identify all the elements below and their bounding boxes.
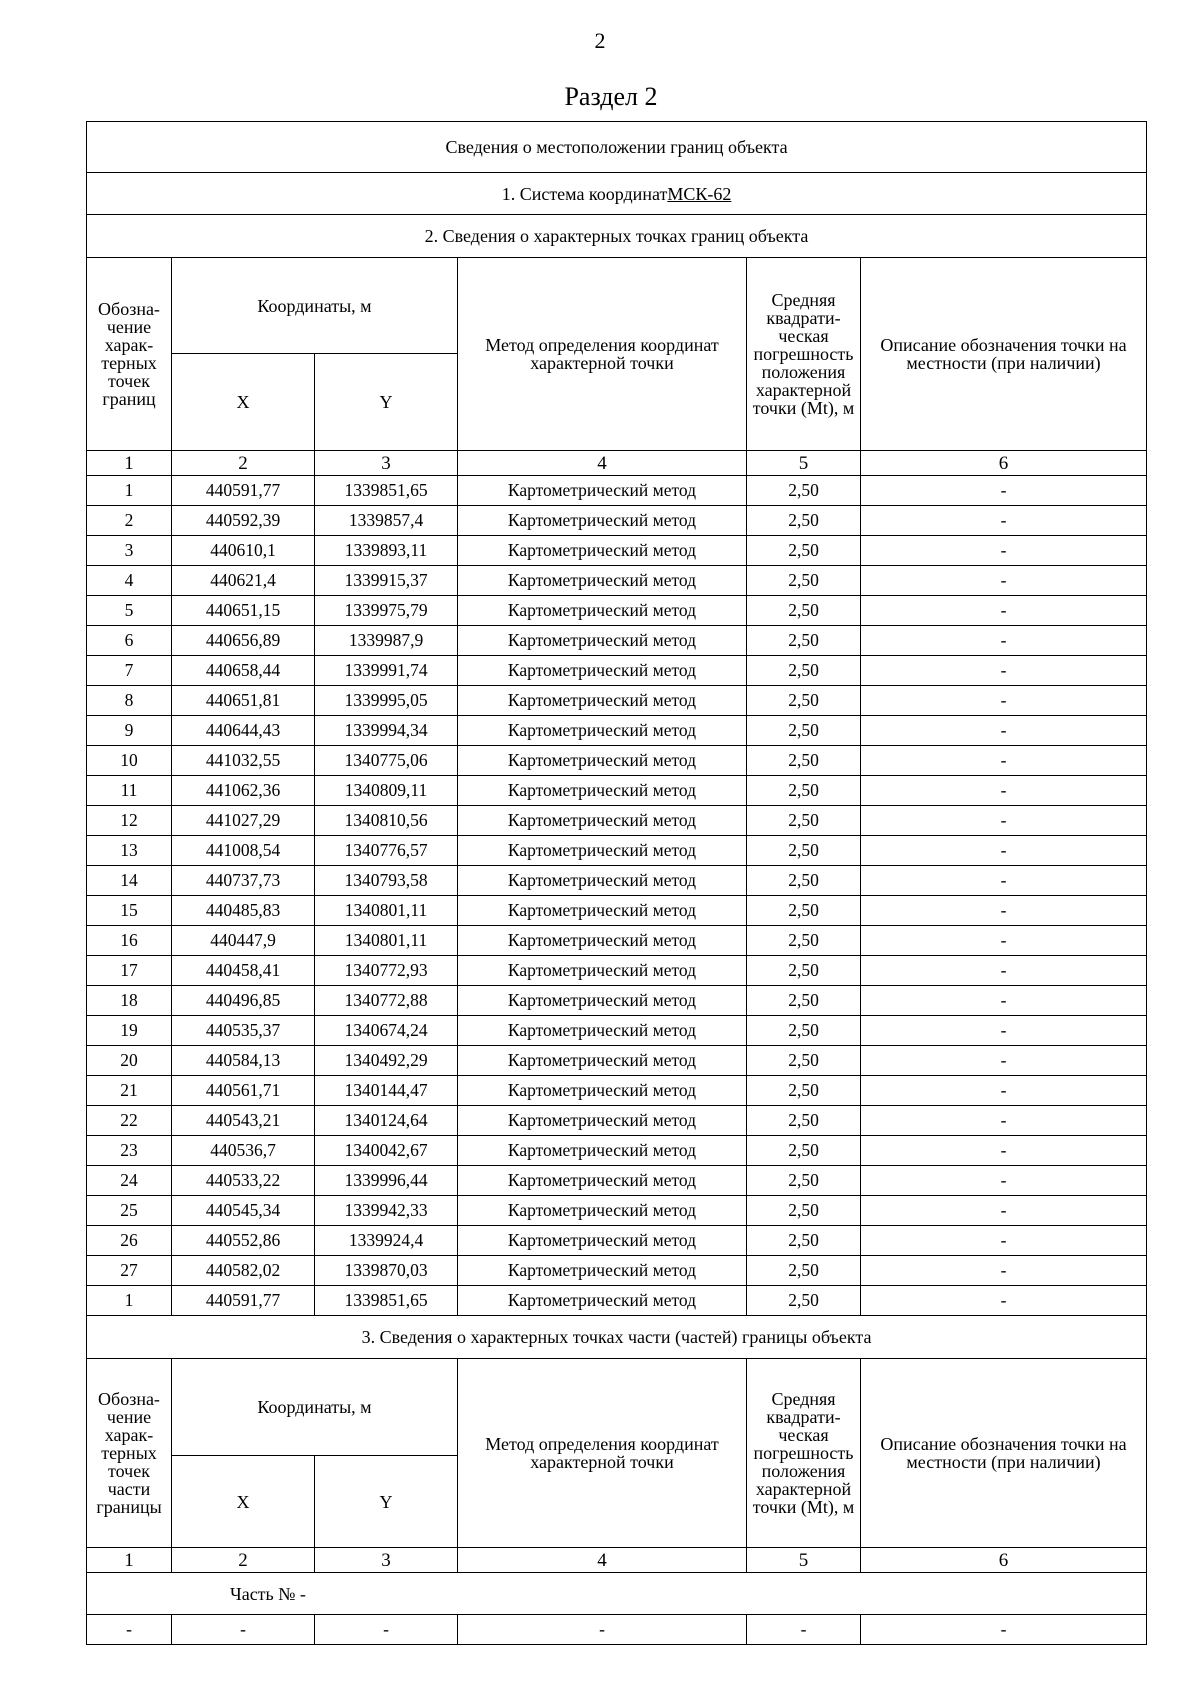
error-value: 2,50 (747, 926, 861, 956)
x-value: 440447,9 (172, 926, 315, 956)
col-number: 2 (172, 451, 315, 476)
method-value: Картометрический метод (458, 896, 747, 926)
error-value: 2,50 (747, 1076, 861, 1106)
col-number: 4 (458, 451, 747, 476)
table-row (87, 1256, 1147, 1286)
y-value: - (315, 1615, 458, 1645)
table-row (87, 866, 1147, 896)
x-value: 440651,81 (172, 686, 315, 716)
error-header: Средняя квадрати-ческая погрешность положения характерной точки (Mt), м (747, 258, 861, 451)
y-value: 1340810,56 (315, 806, 458, 836)
description-value: - (861, 896, 1147, 926)
description-value: - (861, 656, 1147, 686)
method-value: Картометрический метод (458, 806, 747, 836)
description-value: - (861, 1076, 1147, 1106)
method-value: Картометрический метод (458, 1106, 747, 1136)
point-id: 11 (87, 776, 172, 806)
col-number: 1 (87, 1548, 172, 1573)
y-value: 1340144,47 (315, 1076, 458, 1106)
y-value: 1339924,4 (315, 1226, 458, 1256)
y-value: 1340674,24 (315, 1016, 458, 1046)
error-value: 2,50 (747, 476, 861, 506)
method-value: Картометрический метод (458, 596, 747, 626)
designation-header: Обозна-чение харак-терных точек границ (87, 258, 172, 451)
method-value: Картометрический метод (458, 1286, 747, 1316)
description-header: Описание обозначения точки на местности (при наличии) (861, 1359, 1147, 1548)
method-value: Картометрический метод (458, 986, 747, 1016)
method-value: Картометрический метод (458, 476, 747, 506)
y-value: 1339851,65 (315, 476, 458, 506)
point-id: 22 (87, 1106, 172, 1136)
error-value: 2,50 (747, 866, 861, 896)
x-value: 441062,36 (172, 776, 315, 806)
y-value: 1339870,03 (315, 1256, 458, 1286)
points-header-row (87, 258, 1147, 354)
error-value: 2,50 (747, 1256, 861, 1286)
error-value: 2,50 (747, 1196, 861, 1226)
parts-col-numbers (87, 1548, 1147, 1573)
description-value: - (861, 836, 1147, 866)
error-value: 2,50 (747, 1046, 861, 1076)
page-number: 2 (594, 28, 606, 53)
error-value: 2,50 (747, 776, 861, 806)
method-value: Картометрический метод (458, 1076, 747, 1106)
table-row (87, 776, 1147, 806)
description-value: - (861, 716, 1147, 746)
description-value: - (861, 506, 1147, 536)
col-number: 6 (861, 1548, 1147, 1573)
x-value: 440610,1 (172, 536, 315, 566)
table-row (87, 686, 1147, 716)
method-header: Метод определения координат характерной точки (458, 258, 747, 451)
x-value: 440552,86 (172, 1226, 315, 1256)
y-value: 1340809,11 (315, 776, 458, 806)
x-value: 440543,21 (172, 1106, 315, 1136)
error-value: 2,50 (747, 1226, 861, 1256)
description-value: - (861, 626, 1147, 656)
table-title: Сведения о местоположении границ объекта (87, 122, 1147, 173)
table-row (87, 1046, 1147, 1076)
method-value: Картометрический метод (458, 1016, 747, 1046)
x-value: 441032,55 (172, 746, 315, 776)
error-value: 2,50 (747, 836, 861, 866)
point-id: 10 (87, 746, 172, 776)
table-row (87, 1106, 1147, 1136)
points-col-numbers (87, 451, 1147, 476)
description-value: - (861, 476, 1147, 506)
description-value: - (861, 1196, 1147, 1226)
x-header: X (172, 1456, 315, 1548)
table-row (87, 1016, 1147, 1046)
point-id: 14 (87, 866, 172, 896)
table-row (87, 986, 1147, 1016)
point-id: 1 (87, 476, 172, 506)
col-number: 1 (87, 451, 172, 476)
x-value: 440591,77 (172, 476, 315, 506)
error-value: 2,50 (747, 896, 861, 926)
x-value: 440592,39 (172, 506, 315, 536)
point-id: 15 (87, 896, 172, 926)
table-row (87, 566, 1147, 596)
point-id: 1 (87, 1286, 172, 1316)
error-value: 2,50 (747, 1136, 861, 1166)
method-value: Картометрический метод (458, 746, 747, 776)
x-value: 440656,89 (172, 626, 315, 656)
table-row (87, 536, 1147, 566)
description-value: - (861, 746, 1147, 776)
point-id: 20 (87, 1046, 172, 1076)
points-section-title-row (87, 215, 1147, 258)
y-value: 1340801,11 (315, 926, 458, 956)
point-id: 17 (87, 956, 172, 986)
x-value: 440496,85 (172, 986, 315, 1016)
method-value: Картометрический метод (458, 776, 747, 806)
y-value: 1340772,93 (315, 956, 458, 986)
x-value: 441027,29 (172, 806, 315, 836)
table-row (87, 506, 1147, 536)
error-value: 2,50 (747, 656, 861, 686)
description-value: - (861, 1046, 1147, 1076)
y-header: Y (315, 354, 458, 451)
error-value: 2,50 (747, 746, 861, 776)
x-value: 440545,34 (172, 1196, 315, 1226)
table-row (87, 1196, 1147, 1226)
x-value: 440591,77 (172, 1286, 315, 1316)
description-value: - (861, 1136, 1147, 1166)
point-id: 5 (87, 596, 172, 626)
point-id: 8 (87, 686, 172, 716)
x-value: 440535,37 (172, 1016, 315, 1046)
table-row (87, 626, 1147, 656)
method-value: Картометрический метод (458, 566, 747, 596)
col-number: 3 (315, 1548, 458, 1573)
y-value: 1340776,57 (315, 836, 458, 866)
y-value: 1339995,05 (315, 686, 458, 716)
description-header: Описание обозначения точки на местности (при наличии) (861, 258, 1147, 451)
y-value: 1339991,74 (315, 656, 458, 686)
table-row (87, 746, 1147, 776)
parts-header-row (87, 1359, 1147, 1456)
description-value: - (861, 956, 1147, 986)
point-id: 23 (87, 1136, 172, 1166)
table-row (87, 896, 1147, 926)
x-header: X (172, 354, 315, 451)
description-value: - (861, 776, 1147, 806)
col-number: 3 (315, 451, 458, 476)
error-value: 2,50 (747, 506, 861, 536)
y-value: 1339851,65 (315, 1286, 458, 1316)
table-row (87, 836, 1147, 866)
method-value: Картометрический метод (458, 1196, 747, 1226)
error-value: 2,50 (747, 686, 861, 716)
point-id: - (87, 1615, 172, 1645)
x-value: 441008,54 (172, 836, 315, 866)
col-number: 6 (861, 451, 1147, 476)
coord-system-value: МСК-62 (667, 183, 732, 204)
method-value: Картометрический метод (458, 1136, 747, 1166)
points-section-title: 2. Сведения о характерных точках границ объекта (87, 215, 1147, 258)
point-id: 12 (87, 806, 172, 836)
table-row (87, 1226, 1147, 1256)
x-value: 440582,02 (172, 1256, 315, 1286)
y-value: 1339857,4 (315, 506, 458, 536)
method-header: Метод определения координат характерной точки (458, 1359, 747, 1548)
method-value: Картометрический метод (458, 656, 747, 686)
description-value: - (861, 566, 1147, 596)
description-value: - (861, 1106, 1147, 1136)
error-value: - (747, 1615, 861, 1645)
y-value: 1340042,67 (315, 1136, 458, 1166)
table-row (87, 806, 1147, 836)
description-value: - (861, 1166, 1147, 1196)
parts-section-title: 3. Сведения о характерных точках части (частей) границы объекта (87, 1316, 1147, 1359)
table-row (87, 716, 1147, 746)
error-header: Средняя квадрати-ческая погрешность положения характерной точки (Mt), м (747, 1359, 861, 1548)
x-value: 440485,83 (172, 896, 315, 926)
y-value: 1340793,58 (315, 866, 458, 896)
point-id: 25 (87, 1196, 172, 1226)
error-value: 2,50 (747, 716, 861, 746)
error-value: 2,50 (747, 806, 861, 836)
method-value: Картометрический метод (458, 506, 747, 536)
description-value: - (861, 686, 1147, 716)
table-row (87, 956, 1147, 986)
y-value: 1339996,44 (315, 1166, 458, 1196)
method-value: Картометрический метод (458, 626, 747, 656)
description-value: - (861, 596, 1147, 626)
y-value: 1340124,64 (315, 1106, 458, 1136)
method-value: Картометрический метод (458, 836, 747, 866)
point-id: 3 (87, 536, 172, 566)
x-value: 440658,44 (172, 656, 315, 686)
error-value: 2,50 (747, 626, 861, 656)
y-header: Y (315, 1456, 458, 1548)
error-value: 2,50 (747, 986, 861, 1016)
section-title: Раздел 2 (564, 82, 658, 111)
description-value: - (861, 926, 1147, 956)
description-value: - (861, 866, 1147, 896)
method-value: Картометрический метод (458, 956, 747, 986)
y-value: 1339893,11 (315, 536, 458, 566)
y-value: 1340775,06 (315, 746, 458, 776)
method-value: Картометрический метод (458, 536, 747, 566)
point-id: 18 (87, 986, 172, 1016)
col-number: 4 (458, 1548, 747, 1573)
method-value: Картометрический метод (458, 686, 747, 716)
table-row (87, 596, 1147, 626)
y-value: 1340772,88 (315, 986, 458, 1016)
error-value: 2,50 (747, 1016, 861, 1046)
error-value: 2,50 (747, 566, 861, 596)
method-value: Картометрический метод (458, 1226, 747, 1256)
x-value: 440536,7 (172, 1136, 315, 1166)
table-row (87, 1286, 1147, 1316)
coord-system-row (87, 173, 1147, 215)
point-id: 26 (87, 1226, 172, 1256)
point-id: 24 (87, 1166, 172, 1196)
x-value: 440737,73 (172, 866, 315, 896)
error-value: 2,50 (747, 1286, 861, 1316)
description-value: - (861, 1615, 1147, 1645)
table-row (87, 1166, 1147, 1196)
coordinates-header: Координаты, м (172, 1359, 458, 1456)
x-value: 440584,13 (172, 1046, 315, 1076)
x-value: 440644,43 (172, 716, 315, 746)
error-value: 2,50 (747, 956, 861, 986)
error-value: 2,50 (747, 1166, 861, 1196)
point-id: 19 (87, 1016, 172, 1046)
method-value: Картометрический метод (458, 1046, 747, 1076)
y-value: 1339994,34 (315, 716, 458, 746)
table-row (87, 1136, 1147, 1166)
x-value: 440561,71 (172, 1076, 315, 1106)
method-value: Картометрический метод (458, 926, 747, 956)
error-value: 2,50 (747, 1106, 861, 1136)
x-value: - (172, 1615, 315, 1645)
error-value: 2,50 (747, 596, 861, 626)
point-id: 16 (87, 926, 172, 956)
table-row (87, 1076, 1147, 1106)
table-row (87, 1615, 1147, 1645)
col-number: 5 (747, 451, 861, 476)
point-id: 7 (87, 656, 172, 686)
x-value: 440458,41 (172, 956, 315, 986)
table-row (87, 656, 1147, 686)
point-id: 2 (87, 506, 172, 536)
description-value: - (861, 1256, 1147, 1286)
description-value: - (861, 1226, 1147, 1256)
x-value: 440651,15 (172, 596, 315, 626)
col-number: 2 (172, 1548, 315, 1573)
point-id: 21 (87, 1076, 172, 1106)
coord-system-cell (87, 173, 1147, 215)
coord-system-label: 1. Система координат (501, 183, 668, 204)
error-value: 2,50 (747, 536, 861, 566)
y-value: 1339915,37 (315, 566, 458, 596)
boundary-table (86, 121, 1147, 1645)
description-value: - (861, 986, 1147, 1016)
description-value: - (861, 1016, 1147, 1046)
description-value: - (861, 536, 1147, 566)
point-id: 13 (87, 836, 172, 866)
y-value: 1339987,9 (315, 626, 458, 656)
part-label-row (87, 1573, 1147, 1615)
x-value: 440533,22 (172, 1166, 315, 1196)
designation-header: Обозна-чение харак-терных точек части границы (87, 1359, 172, 1548)
part-label: Часть № - (87, 1573, 1147, 1615)
point-id: 6 (87, 626, 172, 656)
point-id: 4 (87, 566, 172, 596)
method-value: Картометрический метод (458, 1166, 747, 1196)
y-value: 1339975,79 (315, 596, 458, 626)
table-row (87, 926, 1147, 956)
col-number: 5 (747, 1548, 861, 1573)
method-value: Картометрический метод (458, 1256, 747, 1286)
method-value: Картометрический метод (458, 716, 747, 746)
point-id: 9 (87, 716, 172, 746)
description-value: - (861, 1286, 1147, 1316)
point-id: 27 (87, 1256, 172, 1286)
y-value: 1340801,11 (315, 896, 458, 926)
y-value: 1339942,33 (315, 1196, 458, 1226)
method-value: - (458, 1615, 747, 1645)
y-value: 1340492,29 (315, 1046, 458, 1076)
table-row (87, 476, 1147, 506)
description-value: - (861, 806, 1147, 836)
x-value: 440621,4 (172, 566, 315, 596)
parts-section-title-row (87, 1316, 1147, 1359)
table-title-row (87, 122, 1147, 173)
coordinates-header: Координаты, м (172, 258, 458, 354)
method-value: Картометрический метод (458, 866, 747, 896)
